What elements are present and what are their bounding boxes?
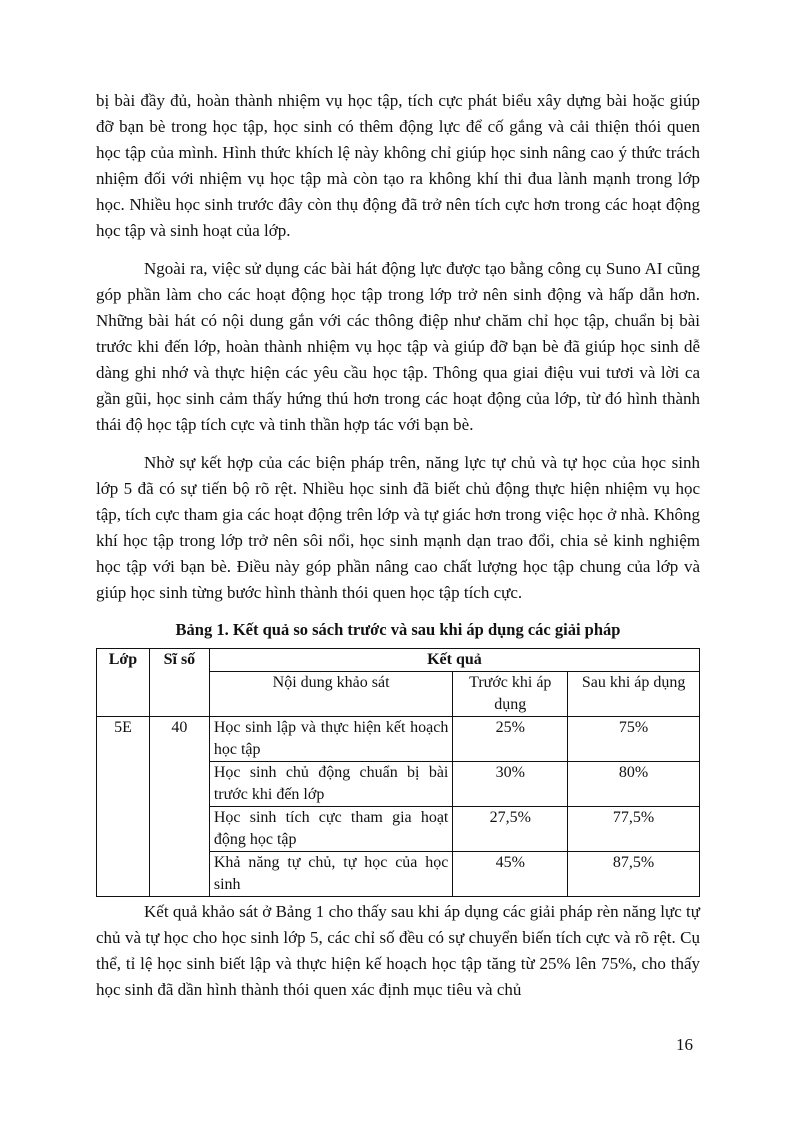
content-cell: Học sinh tích cực tham gia hoạt động học tập [209,807,453,852]
before-cell: 25% [453,717,568,762]
page-number: 16 [676,1035,693,1054]
header-before: Trước khi áp dụng [453,672,568,717]
header-class: Lớp [97,649,150,717]
table-header-row [97,649,700,672]
before-cell: 45% [453,852,568,897]
after-cell: 77,5% [568,807,700,852]
content-cell: Học sinh lập và thực hiện kết hoạch học tập [209,717,453,762]
header-result: Kết quả [209,649,699,672]
content-cell: Học sinh chủ động chuẩn bị bài trước khi đến lớp [209,762,453,807]
after-cell: 80% [568,762,700,807]
header-content: Nội dung khảo sát [209,672,453,717]
paragraph-1: bị bài đầy đủ, hoàn thành nhiệm vụ học tập, tích cực phát biểu xây dựng bài hoặc giúp đỡ bạn bè trong học tập, học sinh có thêm động lực để cố gắng và cải thiện thói quen học tập của mình. Hình thức khích lệ này không chỉ giúp học sinh nâng cao ý thức trách nhiệm đối với nhiệm vụ học tập mà còn tạo ra không khí thi đua lành mạnh trong lớp học. Nhiều học sinh trước đây còn thụ động đã trở nên tích cực hơn trong các hoạt động học tập và sinh hoạt của lớp. [96,91,700,240]
table-row [97,717,700,762]
after-cell: 75% [568,717,700,762]
paragraph-3: Nhờ sự kết hợp của các biện pháp trên, năng lực tự chủ và tự học của học sinh lớp 5 đã có sự tiến bộ rõ rệt. Nhiều học sinh đã biết chủ động thực hiện nhiệm vụ học tập, tích cực tham gia các hoạt động trên lớp và tự giác hơn trong việc học ở nhà. Không khí học tập trong lớp trở nên sôi nổi, học sinh mạnh dạn trao đổi, chia sẻ kinh nghiệm học tập với bạn bè. Điều này góp phần nâng cao chất lượng học tập chung của lớp và giúp học sinh từng bước hình thành thói quen học tập tích cực. [96,453,700,602]
paragraph-2: Ngoài ra, việc sử dụng các bài hát động lực được tạo bằng công cụ Suno AI cũng góp phần làm cho các hoạt động học tập trong lớp trở nên sinh động và hấp dẫn hơn. Những bài hát có nội dung gắn với các thông điệp như chăm chỉ học tập, chuẩn bị bài trước khi đến lớp, hoàn thành nhiệm vụ học tập và giúp đỡ bạn bè đã giúp học sinh dễ dàng ghi nhớ và thực hiện các yêu cầu học tập. Thông qua giai điệu vui tươi và lời ca gần gũi, học sinh cảm thấy hứng thú hơn trong các hoạt động của lớp, từ đó hình thành thái độ học tập tích cực và tinh thần hợp tác với bạn bè. [96,259,700,434]
before-cell: 27,5% [453,807,568,852]
size-cell: 40 [149,717,209,897]
content-cell: Khả năng tự chủ, tự học của học sinh [209,852,453,897]
class-cell: 5E [97,717,150,897]
header-after: Sau khi áp dụng [568,672,700,717]
document-page [96,88,700,1003]
before-cell: 30% [453,762,568,807]
results-table [96,648,700,897]
paragraph-4: Kết quả khảo sát ở Bảng 1 cho thấy sau khi áp dụng các giải pháp rèn năng lực tự chủ và tự học cho học sinh lớp 5, các chỉ số đều có sự chuyển biến tích cực và rõ rệt. Cụ thể, tỉ lệ học sinh biết lập và thực hiện kế hoạch học tập tăng từ 25% lên 75%, cho thấy học sinh đã dần hình thành thói quen xác định mục tiêu và chủ [96,902,700,999]
after-cell: 87,5% [568,852,700,897]
header-size: Sĩ số [149,649,209,717]
table-caption: Bảng 1. Kết quả so sách trước và sau khi áp dụng các giải pháp [175,620,621,639]
